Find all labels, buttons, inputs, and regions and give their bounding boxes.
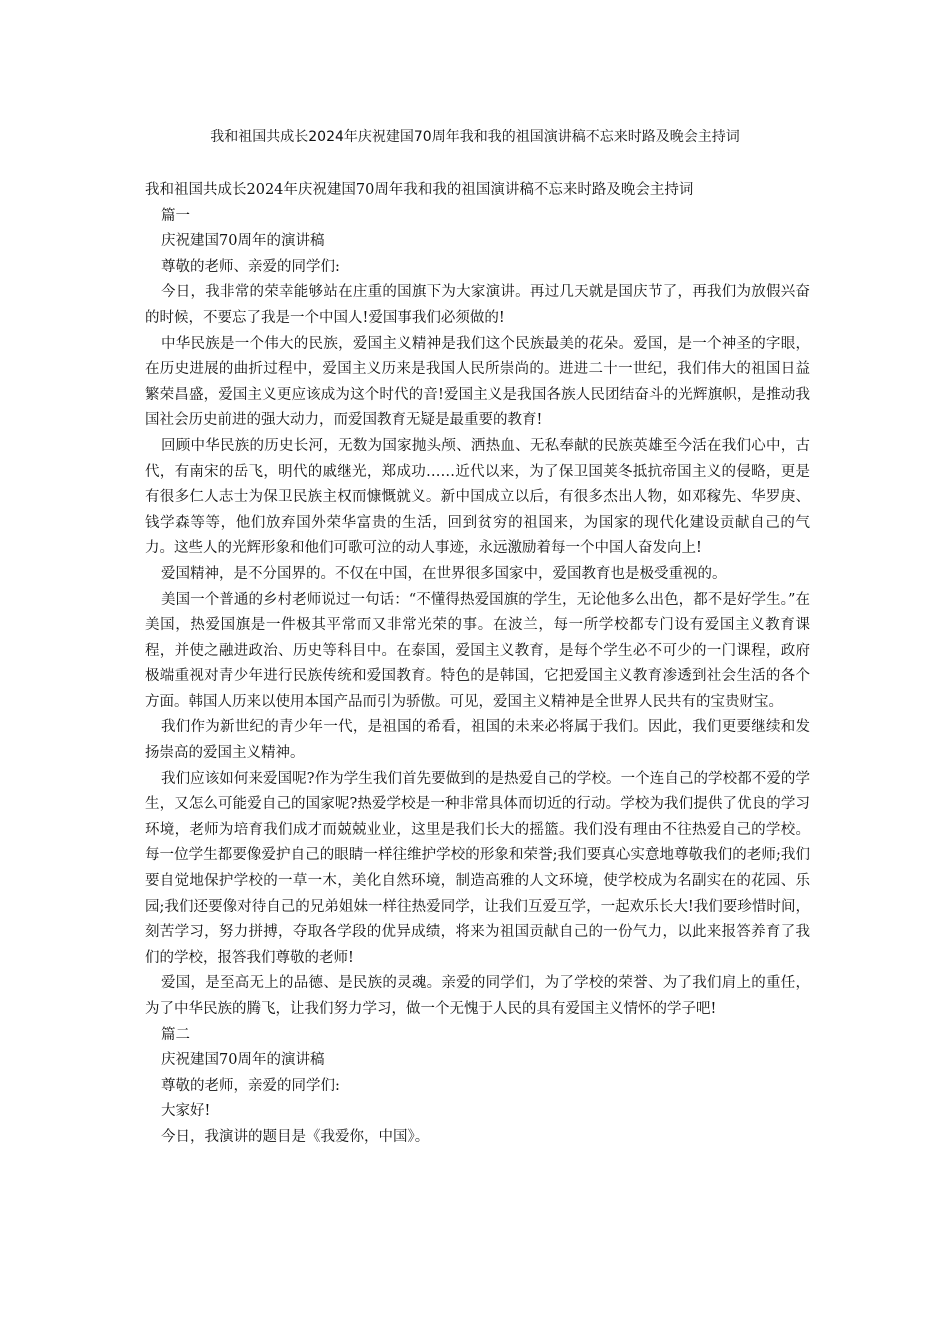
paragraph: 我们应该如何来爱国呢?作为学生我们首先要做到的是热爱自己的学校。一个连自己的学校都不爱的学生，又怎么可能爱自己的国家呢?热爱学校是一种非常具体而切近的行动。学校为我们提供了优良的学习环境，老师为培育我们成才而兢兢业业，这里是我们长大的摇篮。我们没有理由不往热爱自己的学校。每一位学生都要像爱护自己的眼睛一样往维护学校的形象和荣誉;我们要真心实意地尊敬我们的老师;我们要自觉地保护学校的一草一木，美化自然环境，制造高雅的人文环境，使学校成为名副实在的花园、乐园;我们还要像对待自己的兄弟姐妹一样往热爱同学，让我们互爱互学，一起欢乐长大!我们要珍惜时间，刻苦学习，努力拼搏，夺取各学段的优异成绩，将来为祖国贡献自己的一份气力，以此来报答养育了我们的学校，报答我们尊敬的老师! [145,770,810,966]
paragraph: 我们作为新世纪的青少年一代，是祖国的希看，祖国的未来必将属于我们。因此，我们更要继续和发扬崇高的爱国主义精神。 [145,719,810,762]
paragraph: 今日，我非常的荣幸能够站在庄重的国旗下为大家演讲。再过几天就是国庆节了，再我们为放假兴奋的时候，不要忘了我是一个中国人!爱国事我们必须做的! [145,284,810,326]
paragraph: 庆祝建国70周年的演讲稿 [161,233,325,250]
paragraph: 爱国精神，是不分国界的。不仅在中国，在世界很多国家中，爱国教育也是极受重视的。 [161,565,727,582]
paragraph: 大家好! [161,1103,211,1120]
paragraph: 尊敬的老师、亲爱的同学们: [161,258,340,275]
document-title: 我和祖国共成长2024年庆祝建国70周年我和我的祖国演讲稿不忘来时路及晚会主持词 [210,129,740,145]
paragraph: 尊敬的老师，亲爱的同学们: [161,1077,340,1094]
paragraph: 篇二 [161,1026,190,1043]
paragraph: 中华民族是一个伟大的民族，爱国主义精神是我们这个民族最美的花朵。爱国，是一个神圣的字眼，在历史进展的曲折过程中，爱国主义历来是我国人民所崇尚的。进进二十一世纪，我们伟大的祖国日益繁荣昌盛，爱国主义更应该成为这个时代的音!爱国主义是我国各族人民团结奋斗的光辉旗帜，是推动我国社会历史前进的强大动力，而爱国教育无疑是最重要的教育! [145,335,810,429]
paragraph: 爱国，是至高无上的品德、是民族的灵魂。亲爱的同学们，为了学校的荣誉、为了我们肩上的重任，为了中华民族的腾飞，让我们努力学习，做一个无愧于人民的具有爱国主义情怀的学子吧! [145,975,810,1017]
paragraph: 回顾中华民族的历史长河，无数为国家抛头颅、洒热血、无私奉献的民族英雄至今活在我们心中，古代，有南宋的岳飞，明代的戚继光，郑成功……近代以来，为了保卫国荚冬抵抗帝国主义的侵略，更是有很多仁人志士为保卫民族主权而慷慨就义。新中国成立以后，有很多杰出人物，如邓稼先、华罗庚、钱学森等等，他们放弃国外荣华富贵的生活，回到贫穷的祖国来，为国家的现代化建设贡献自己的气力。这些人的光辉形象和他们可歌可泣的动人事迹，永远激励着每一个中国人奋发向上! [145,437,810,557]
paragraph: 庆祝建国70周年的演讲稿 [161,1052,325,1069]
paragraph: 篇一 [161,207,190,224]
paragraph: 今日，我演讲的题目是《我爱你，中国》。 [161,1128,430,1145]
document-body [145,178,810,1151]
paragraph: 美国一个普通的乡村老师说过一句话：“不懂得热爱国旗的学生，无论他多么出色，都不是好学生。”在美国，热爱国旗是一件极其平常而又非常光荣的事。在波兰，每一所学校都专门设有爱国主义教育课程，并使之融进政治、历史等科目中。在泰国，爱国主义教育，是每个学生必不可少的一门课程，政府极端重视对青少年进行民族传统和爱国教育。特色的是韩国，它把爱国主义教育渗透到社会生活的各个方面。韩国人历来以使用本国产品而引为骄傲。可见，爱国主义精神是全世界人民共有的宝贵财宝。 [145,591,810,710]
document-heading: 我和祖国共成长2024年庆祝建国70周年我和我的祖国演讲稿不忘来时路及晚会主持词 [145,182,694,198]
